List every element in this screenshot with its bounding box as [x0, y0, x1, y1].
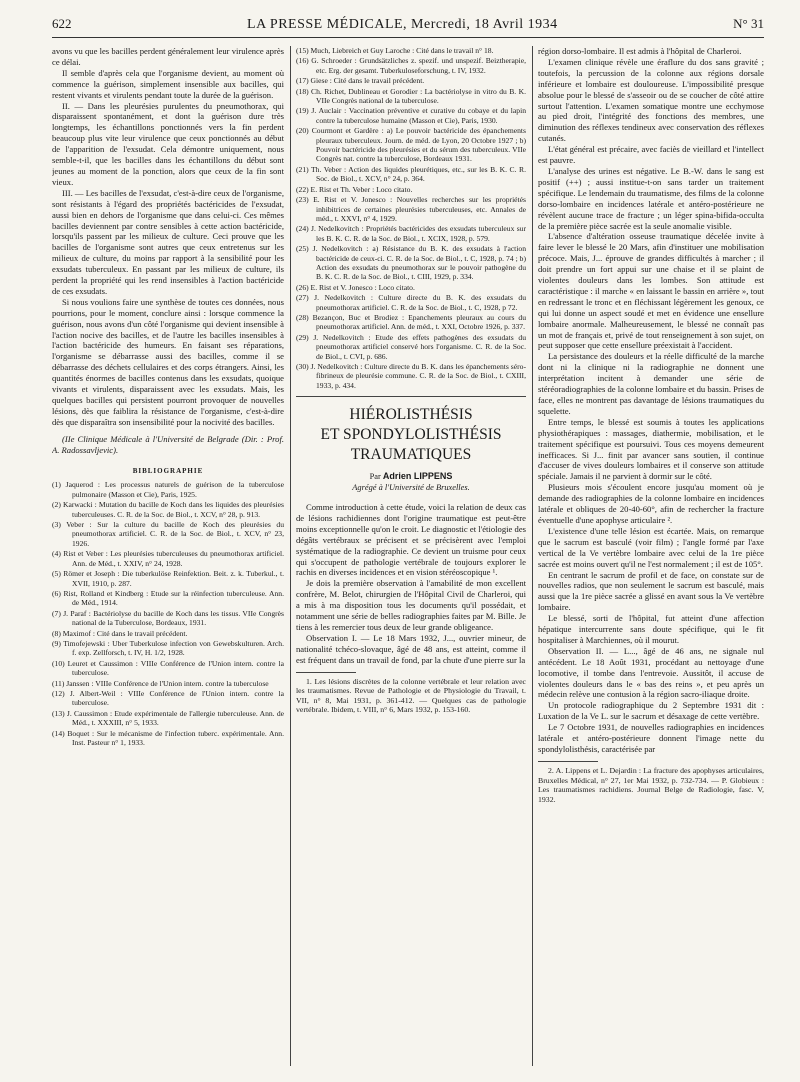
reference-item: (6) Rist, Rolland et Kindberg : Etude sur la réinfection tuberculeuse. Ann. de Méd., 1914.	[52, 588, 284, 608]
reference-item: (13) J. Caussimon : Etude expérimentale de l'allergie tuberculeuse. Ann. de Méd., t. XXXIII, n° 5, 1933.	[52, 708, 284, 728]
author-prefix: Par	[369, 472, 381, 482]
paragraph: L'analyse des urines est négative. Le B.-W. dans le sang est positif (++) ; aussi institue-t-on sans tarder un traitement spécifique. Le lendemain du traumatisme, des films de la colonne dorso-lombaire en incidences latérale et antéro-postérieure ne révèlent aucune trace de fracture ; un léger spina-bifida-occulta de la première pièce sacrée est la seule anomalie visible.	[538, 165, 764, 231]
paragraph: En centrant le sacrum de profil et de face, on constate sur de nouvelles radios, que non seulement le sacrum est basculé, mais aussi que la 1re pièce sacrée a glissé en avant sous la Ve vertèbre lombaire.	[538, 569, 764, 613]
paragraph: L'absence d'altération osseuse traumatique décelée invite à faire lever le blessé le 20 Mars, afin d'instituer une mobilisation précoce. Mais, J... éprouve de grandes difficultés à marcher ; il doit prendre un fort appui sur une chaise et il se plaint de violentes douleurs dans les lombes. Son attitude est caractéristique : il marche « en laissant le bassin en arrière », tout en redressant le tronc et en fléchissant légèrement les genoux, ce qui lui donne un aspect soudé et met en évidence une ensellure lombaire anormale. Malheureusement, le blessé ne connaît pas un mot de français et, privé de tout renseignement à son sujet, on peut supposer que cette ensellure préexistait à l'accident.	[538, 231, 764, 351]
reference-item: (18) Ch. Richet, Dublineau et Gorodier : La bactériolyse in vitro du B. K. VIIe Congrès national de la tuberculose.	[296, 86, 526, 106]
paragraph: L'existence d'une telle lésion est écartée. Mais, on remarque que le sacrum est basculé (voir film) ; l'angle formé par l'axe vertical de la Ve vertèbre lombaire avec celui de la 1re pièce sacrée est moins ouvert qu'il ne l'est normalement ; il est de 105°.	[538, 525, 764, 569]
column-3	[538, 46, 764, 1071]
paragraph: Il semble d'après cela que l'organisme devient, au moment où commence la guérison, simplement insensible aux bacilles, qui restent vivants et virulents pendant toute la durée de la guérison.	[52, 67, 284, 100]
column-2	[296, 46, 526, 1071]
paragraph: avons vu que les bacilles perdent généralement leur virulence après ce délai.	[52, 46, 284, 67]
paragraph: Plusieurs mois s'écoulent encore jusqu'au moment où je demande des radiographies de la colonne lombaire en incidences latérale et obliques de 20-40-60°, afin de rechercher la fracture éventuelle d'une apophyse articulaire ².	[538, 482, 764, 525]
reference-item: (23) E. Rist et V. Jonesco : Nouvelles recherches sur les propriétés inhibitrices de certaines pleurésies tuberculeuses, etc. Annales de méd., t. XXVI, n° 4, 1929.	[296, 195, 526, 223]
reference-item: (17) Giese : Cité dans le travail précédent.	[296, 76, 425, 86]
reference-item: (12) J. Albert-Weil : VIIIe Conférence de l'Union intern. contre la tuberculose.	[52, 688, 284, 708]
reference-item: (25) J. Nedelkovitch : a) Résistance du B. K. des exsudats à l'action bactéricide de ceux-ci. C. R. de la Soc. de Biol., t. C, 1928, p. 74 ; b) Action des exsudats du pneumothorax sur le pouvoir pathogène du B. K. C. R. de la Soc. de Biol., t. CIII, 1929, p. 334.	[296, 244, 526, 282]
issue-number: N° 31	[733, 16, 764, 31]
paragraph: L'examen clinique révèle une éraflure du dos sans gravité ; toutefois, la percussion de la colonne aux régions dorsale inférieure et lombaire est douloureuse. L'impossibilité presque absolue pour le blessé de s'asseoir ou de se coucher de côté attire surtout l'attention. L'examen somatique montre une ecchymose au pied droit, l'intégrité des fonctions des membres, une diminution des réflexes tendineux avec conservation des réflexes cutanés.	[538, 56, 764, 144]
footnote-rule	[538, 761, 598, 762]
article-author	[296, 471, 526, 483]
author-name: Adrien LIPPENS	[382, 471, 453, 482]
footnote: 2. A. Lippens et L. Dejardin : La fracture des apophyses articulaires, Bruxelles Médical, n° 27, 1er Mai 1932, p. 732-734. — P. Globieux : Les traumatismes rachidiens. Journal Belge de Radiologie, fasc. V, 1932.	[538, 765, 764, 804]
bibliography-heading: BIBLIOGRAPHIE	[132, 466, 204, 475]
reference-item: (22) E. Rist et Th. Veber : Loco citato.	[296, 184, 413, 194]
reference-item: (29) J. Nedelkovitch : Etude des effets pathogènes des exsudats du pneumothorax artificiel conservé hors l'organisme. C. R. de la Soc. de Biol., t. CVI, p. 686.	[296, 332, 526, 361]
author-affiliation: (IIe Clinique Médicale à l'Université de Belgrade (Dir. : Prof. A. Radossavljevic).	[52, 433, 284, 455]
paragraph: Comme introduction à cette étude, voici la relation de deux cas de lésions rachidiennes dont l'origine traumatique est peut-être moins exceptionnelle qu'on le croit. Le diagnostic et l'étiologie des dégâts vertébraux se précisent et se précisèrent avec l'emploi systématique de la radiographie. Ce devient un truisme pour ceux qui s'occupent de pathologie vertébrale de toujours explorer le rachis en diverses incidences et en vision stéréoscopique ¹.	[296, 502, 526, 578]
paragraph: II. — Dans les pleurésies purulentes du pneumothorax, qui disparaissent spontanément, et dont la guérison dure très longtemps, les échantillons ponctionnés vers la fin perdent beaucoup plus vite leur virulence que ceux ponctionnés au début de l'apparition de l'exsudat. Cela démontre uniquement, nous semble-t-il, que les bacilles dans les échantillons du début sont jeunes au moment de la ponction, alors que ceux de la fin sont vieux.	[52, 100, 284, 187]
paragraph: Si nous voulions faire une synthèse de toutes ces données, nous pourrions, pour le moment, conclure ainsi : lorsque commence la guérison, nous avons d'un côté l'organisme qui devient insensible à l'action nocive des bacilles, et de l'autre les bacilles insensibles à l'action bactéricide des humeurs. En faisant ses réparations, l'organisme se débarrasse aussi des bacilles, comme il se débarrasse des déchets cellulaires et des corps étrangers. Ainsi, les quantités énormes de bacilles contenus dans les exsudats, quoique vivants et virulents, disparaissent avec les exsudats. Mais, les quelques bacilles qui persistent pourront provoquer de nouvelles lésions, dès que faiblira la résistance de l'organisme, c'est-à-dire dès que disparaîtra son insensibilité pour la nocivité des bacilles.	[52, 296, 284, 427]
journal-title: LA PRESSE MÉDICALE, Mercredi, 18 Avril 1934	[247, 17, 558, 32]
reference-item: (28) Bezançon, Buc et Brodiez : Epanchements pleuraux au cours du pneumothorax artificiel. Ann. de méd., t. XXI, Octobre 1926, p. 337.	[296, 312, 526, 332]
reference-item: (8) Maximof : Cité dans le travail précédent.	[52, 628, 188, 638]
reference-item: (11) Janssen : VIIIe Conférence de l'Union intern. contre la tuberculose	[52, 678, 269, 688]
reference-item: (10) Leuret et Caussimon : VIIIe Conférence de l'Union intern. contre la tuberculose.	[52, 658, 284, 678]
column-rule-2	[532, 46, 533, 1066]
paragraph: Je dois la première observation à l'amabilité de mon excellent confrère, M. Belot, chirurgien de l'Hôpital Civil de Charleroi, qui a mis à ma disposition tous les documents qu'il possédait, et notamment une série de belles radiographies faites par M. Bille. Je tiens à les remercier tous deux de leur grande obligeance.	[296, 578, 526, 632]
reference-item: (9) Timofejewski : Uber Tuberkulose infection von Gewebskulturen. Arch. f. exp. Zellforsch, t. IV, H. 1/2, 1928.	[52, 638, 284, 658]
column-rule-1	[290, 46, 291, 1066]
paragraph: Observation II. — L..., âgé de 46 ans, ne signale nul antécédent. Le 18 Août 1931, procédant au nettoyage d'une locomotive, il tombe dans l'entrevoie. Aussitôt, il accuse de violentes douleurs dans le « bas des reins », et peu après un médecin relève une contusion à la région sacro-iliaque droite.	[538, 645, 764, 700]
paragraph: La persistance des douleurs et la réelle difficulté de la marche dont ni la clinique ni la radiographie ne donnent une interprétation incitent à demander une série de stéréoradiographies de la colonne lombaire et du bassin. Prises de face, elles ne montrent pas davantage de lésions traumatiques du squelette.	[538, 351, 764, 416]
paragraph: Observation I. — Le 18 Mars 1932, J..., ouvrier mineur, de nationalité tchéco-slovaque, âgé de 48 ans, est atteint, comme il est fréquent dans un travail de fond, par la chute d'une pierre sur la	[296, 632, 526, 665]
paragraph: région dorso-lombaire. Il est admis à l'hôpital de Charleroi.	[538, 46, 742, 56]
reference-item: (3) Veber : Sur la culture du bacille de Koch des pleurésies du pneumothorax artificiel. C. R. de la Soc. de Biol., t. XCV, n° 23, 1926.	[52, 520, 284, 548]
page-number: 622	[52, 16, 72, 31]
reference-item: (30) J. Nedelkovitch : Culture directe du B. K. dans les épanchements séro-fibrineux de pleurésie commune. C. R. de la Soc. de Biol., t. CXIII, 1933, p. 434.	[296, 362, 526, 390]
reference-item: (20) Courmont et Gardère : a) Le pouvoir bactéricide des épanchements pleuraux tuberculeux. Journ. de méd. de Lyon, 20 Octobre 1927 ; b) Pouvoir bactéricide des pleurésies et du sérum des tuberculeux. VIIe Congrès nat. contre la tuberculose, Bordeaux 1931.	[296, 126, 526, 164]
reference-item: (14) Boquet : Sur le mécanisme de l'infection tuberc. expérimentale. Ann. Inst. Pasteur n° 1, 1933.	[52, 728, 284, 747]
reference-item: (1) Jaquerod : Les processus naturels de guérison de la tuberculose pulmonaire (Masson et Cie), Paris, 1925.	[52, 480, 284, 499]
paragraph: Le blessé, sorti de l'hôpital, fut atteint d'une affection hépatique intercurrente sans doute spécifique, qui le fit hospitaliser à Marchiennes, où il mourut.	[538, 613, 764, 645]
reference-item: (15) Much, Liebreich et Guy Laroche : Cité dans le travail n° 18.	[296, 46, 494, 55]
footnote: 1. Les lésions discrètes de la colonne vertébrale et leur relation avec les traumatismes. Revue de Pathologie et de Physiologie du Travail, t. VII, n° 8, Mai 1931, p. 361-412. — Quelques cas de pathologie vertébrale. Ibidem, t. VIII, n° 6, Mars 1932, p. 153-160.	[296, 676, 526, 715]
paragraph: III. — Les bacilles de l'exsudat, c'est-à-dire ceux de l'organisme, sont résistants à l'égard des propriétés bactéricides de l'exsudat, aussi bien en dehors de l'organisme que dans celui-ci. Ces mêmes bacilles deviennent par contre sensibles à cette action bactéricide, lorsqu'ils passent par les milieux de culture. Ceci prouve que les bacilles de l'organisme sont autres que ceux entretenus sur les milieux de culture, du moins par rapport à la sensibilité pour les exsudats tuberculeux. En passant par les milieux de culture, ils perdent la propriété qui les rend insensibles à l'action bactéricide de ces exsudats.	[52, 187, 284, 296]
reference-item: (24) J. Nedelkovitch : Propriétés bactéricides des exsudats tuberculeux sur les B. K. C. R. de la Soc. de Biol., t. XCIX, 1928, p. 579.	[296, 224, 526, 243]
article-title	[296, 405, 526, 465]
paragraph: Le 7 Octobre 1931, de nouvelles radiographies en incidences latérale et antéro-postérieure donnent l'image nette du spondylolisthésis, caractérisée par	[538, 722, 764, 754]
article-title-line: ET SPONDYLOLISTHÉSIS	[320, 426, 502, 444]
reference-item: (19) J. Auclair : Vaccination préventive et curative du cobaye et du lapin contre la tuberculose humaine (Masson et Cie), Paris, 1930.	[296, 106, 526, 125]
paragraph: L'état général est précaire, avec faciès de vieillard et l'intellect est pauvre.	[538, 144, 764, 166]
reference-item: (7) J. Paraf : Bactériolyse du bacille de Koch dans les tissus. VIIe Congrès national de la Tuberculose, Bordeaux, 1931.	[52, 608, 284, 628]
reference-item: (21) Th. Veber : Action des liquides pleurétiques, etc., sur les B. K. C. R. Soc. de Biol., t. XCV, n° 24, p. 364.	[296, 164, 526, 184]
paragraph: Un protocole radiographique du 2 Septembre 1931 dit : Luxation de la Ve L. sur le sacrum et désaxage de cette vertèbre.	[538, 700, 764, 722]
reference-item: (2) Karwacki : Mutation du bacille de Koch dans les liquides des pleurésies tuberculeuses. C. R. de la Soc. de Biol., t. XCV, n° 28, p. 913.	[52, 500, 284, 519]
reference-item: (27) J. Nedelkovitch : Culture directe du B. K. des exsudats du pneumothorax artificiel. C. R. de la Soc. de Biol., t. C, 1928, p 72.	[296, 293, 526, 312]
reference-item: (4) Rist et Veber : Les pleurésies tuberculeuses du pneumothorax artificiel. Ann. de Méd., t. XXIV, n° 24, 1928.	[52, 549, 284, 568]
column-1	[52, 46, 284, 1071]
article-title-line: TRAUMATIQUES	[350, 446, 472, 464]
reference-item: (5) Römer et Joseph : Die tuberkulöse Reinfektion. Beit. z. k. Tuberkul., t. XVII, 1910, p. 287.	[52, 569, 284, 588]
reference-item: (16) G. Schroeder : Grundsätzliches z. spezif. und unspezif. Beiztherapie, etc. Erg. der gesamt. Tuberkuloseforschung, t. IV, 1932.	[296, 56, 526, 75]
footnote-rule	[296, 672, 356, 673]
article-title-line: HIÉROLISTHÉSIS	[349, 406, 473, 424]
reference-item: (26) E. Rist et V. Jonesco : Loco citato.	[296, 282, 415, 292]
paragraph: Entre temps, le blessé est soumis à toutes les applications physiothérapiques : massages, diathermie, mobilisation, et le traitement spécifique est poursuivi. Tous ces moyens demeurent inefficaces. Si J... finit par avancer sans soutien, il continue d'accuser de vives douleurs lombaires et il conserve son attitude spéciale. Jamais il ne parvient à dormir sur le côté.	[538, 416, 764, 482]
article-separator	[296, 396, 526, 397]
author-affiliation: Agrégé à l'Université de Bruxelles.	[352, 483, 470, 493]
page-header	[52, 16, 764, 38]
